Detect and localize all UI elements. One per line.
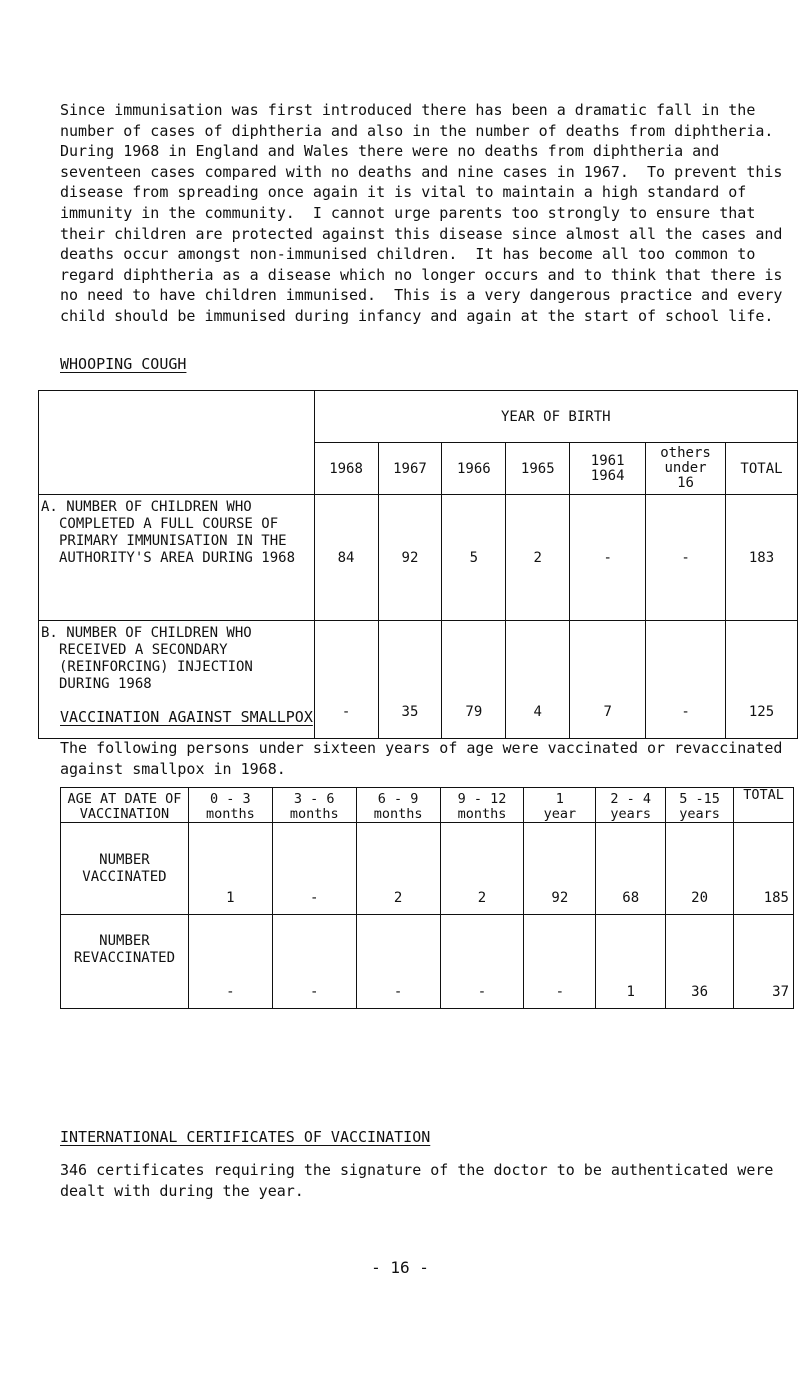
table-cell: - (272, 823, 356, 915)
age-header: AGE AT DATE OF VACCINATION (61, 788, 189, 823)
table-cell: - (570, 495, 646, 621)
col-header: 1968 (314, 443, 378, 495)
row-label: B. NUMBER OF CHILDREN WHO RECEIVED A SECONDARY (REINFORCING) INJECTION DURING 1968 (39, 621, 315, 739)
table-cell: 79 (442, 621, 506, 739)
table-cell: 84 (314, 495, 378, 621)
table-cell: 5 (442, 495, 506, 621)
table-row (61, 915, 794, 1009)
table-cell: 35 (378, 621, 442, 739)
table-cell: 36 (666, 915, 734, 1009)
year-of-birth-header: YEAR OF BIRTH (314, 391, 797, 443)
table-cell: - (356, 915, 440, 1009)
table-cell: 2 (356, 823, 440, 915)
page-number: - 16 - (371, 1258, 429, 1277)
table-cell: 1 (596, 915, 666, 1009)
table-corner-cell (39, 391, 315, 495)
row-label: NUMBER REVACCINATED (61, 915, 189, 1009)
table-cell: 1 (188, 823, 272, 915)
table-cell: 20 (666, 823, 734, 915)
table-cell: 125 (726, 621, 798, 739)
table-cell: - (272, 915, 356, 1009)
whooping-cough-table (38, 390, 798, 739)
diphtheria-paragraph: Since immunisation was first introduced there has been a dramatic fall in the number of cases of diphtheria and also in the number of deaths from diphtheria. During 1968 in England and Wales there were no deaths from diphtheria and seventeen cases compared with no deaths and nine cases in 1967. To prevent this disease from spreading once again it is vital to maintain a high standard of immunity in the community. I cannot urge parents too strongly to ensure that their children are protected against this disease since almost all the cases and deaths occur amongst non-immunised children. It has become all too common to regard diphtheria as a disease which no longer occurs and to think that there is no need to have children immunised. This is a very dangerous practice and every child should be immunised during infancy and again at the start of school life. (60, 101, 792, 325)
table-cell: - (440, 915, 524, 1009)
col-header: 5 -15 years (666, 788, 734, 823)
table-cell: 185 (734, 823, 794, 915)
col-header: 0 - 3 months (188, 788, 272, 823)
international-certificates-heading: INTERNATIONAL CERTIFICATES OF VACCINATION (60, 1128, 431, 1146)
smallpox-intro-text: The following persons under sixteen years of age were vaccinated or revaccinated against smallpox in 1968. (60, 739, 792, 778)
col-header: 3 - 6 months (272, 788, 356, 823)
col-header: 1965 (506, 443, 570, 495)
col-header: 9 - 12 months (440, 788, 524, 823)
col-header: 6 - 9 months (356, 788, 440, 823)
col-header: 1 year (524, 788, 596, 823)
table-cell: 37 (734, 915, 794, 1009)
column-header-row (61, 788, 794, 823)
table-cell: 7 (570, 621, 646, 739)
whooping-cough-heading: WHOOPING COUGH (60, 355, 187, 373)
smallpox-heading: VACCINATION AGAINST SMALLPOX (60, 708, 313, 726)
table-cell: 2 (440, 823, 524, 915)
smallpox-table (60, 787, 794, 1009)
table-cell: 4 (506, 621, 570, 739)
table-cell: - (646, 495, 726, 621)
table-cell: - (524, 915, 596, 1009)
col-header: 1967 (378, 443, 442, 495)
table-cell: 68 (596, 823, 666, 915)
col-header: 1966 (442, 443, 506, 495)
col-header: TOTAL (734, 788, 794, 823)
col-header: others under 16 (646, 443, 726, 495)
col-header: TOTAL (726, 443, 798, 495)
row-label: NUMBER VACCINATED (61, 823, 189, 915)
table-cell: - (646, 621, 726, 739)
table-cell: 92 (524, 823, 596, 915)
table-row (39, 495, 798, 621)
table-row (61, 823, 794, 915)
col-header: 2 - 4 years (596, 788, 666, 823)
row-label: A. NUMBER OF CHILDREN WHO COMPLETED A FULL COURSE OF PRIMARY IMMUNISATION IN THE AUTHORITY'S AREA DURING 1968 (39, 495, 315, 621)
international-certificates-text: 346 certificates requiring the signature of the doctor to be authenticated were dealt with during the year. (60, 1161, 783, 1200)
table-cell: 92 (378, 495, 442, 621)
table-cell: 183 (726, 495, 798, 621)
table-cell: 2 (506, 495, 570, 621)
col-header: 1961 1964 (570, 443, 646, 495)
table-cell: - (188, 915, 272, 1009)
table-cell: - (314, 621, 378, 739)
